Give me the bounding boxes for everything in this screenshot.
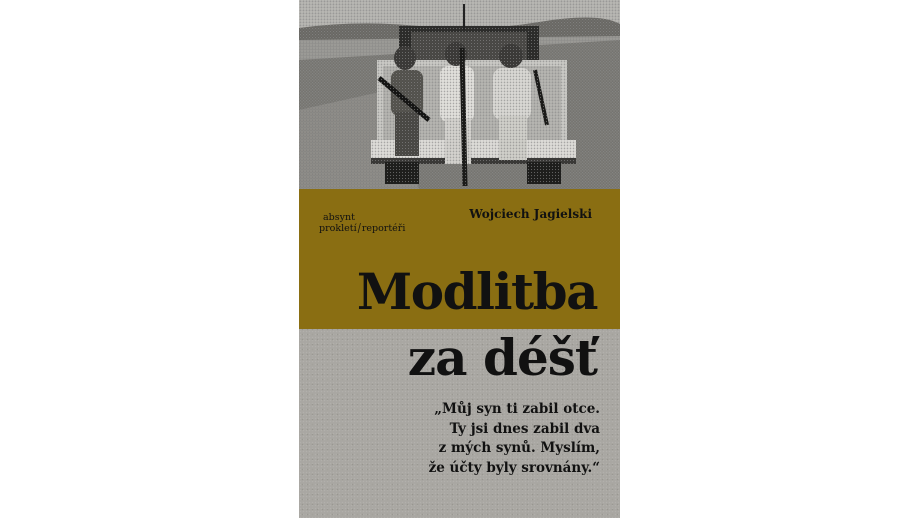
book-title-line1: Modlitba [356,262,597,321]
publisher-logo-right: reportéři [361,223,406,234]
publisher-logo-line1: absynt [323,212,355,223]
book-title-line2: za déšť [407,328,597,387]
book-cover [299,0,620,518]
author-name: Wojciech Jagielski [469,207,592,221]
cover-photo [299,0,620,189]
cover-quote [310,400,600,478]
quote-line: „Můj syn ti zabil otce. [434,401,600,417]
publisher-logo-slash-icon: / [357,221,361,236]
publisher-logo [319,212,405,234]
publisher-logo-line2 [319,223,405,234]
quote-line: z mých synů. Myslím, [438,440,600,456]
quote-line: že účty byly srovnány.“ [428,459,600,476]
quote-line: Ty jsi dnes zabil dva [449,420,600,437]
publisher-logo-left: prokletí [319,223,357,234]
